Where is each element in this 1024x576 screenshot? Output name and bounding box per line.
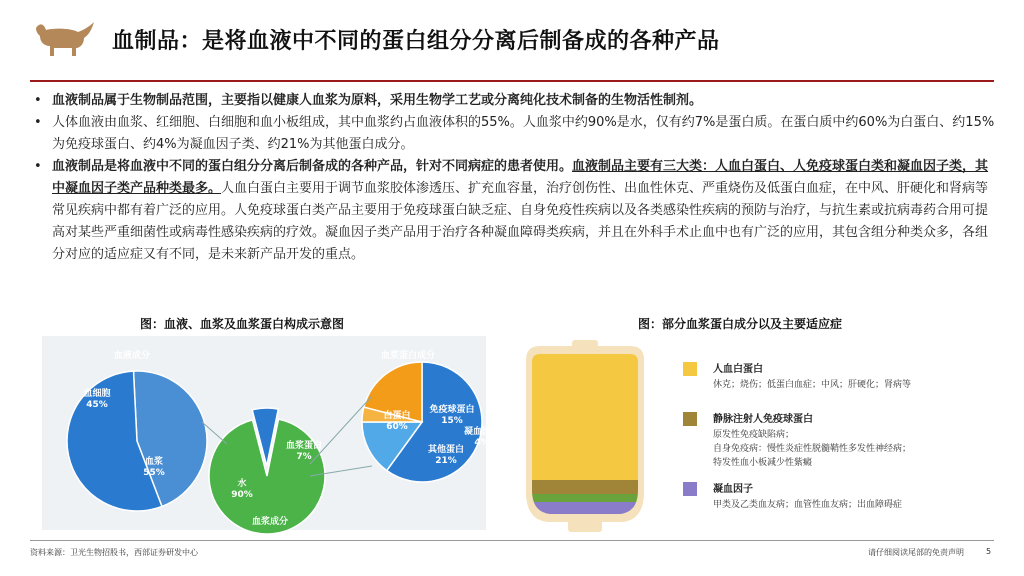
legend-desc: 特发性血小板减少性紫癜 (713, 458, 813, 468)
pie-label: 其他蛋白 (427, 445, 465, 455)
pie-title: 血浆蛋白成分 (380, 351, 436, 361)
legend-desc: 原发性免疫缺陷病； (713, 430, 795, 440)
title-divider (30, 80, 994, 82)
bullet-dot-icon: • (34, 93, 42, 108)
pie-title: 血浆成分 (251, 517, 289, 527)
legend-title: 静脉注射人免疫球蛋白 (713, 414, 813, 425)
pie-label: 免疫球蛋白 (429, 405, 475, 415)
pie-label: 4% (474, 438, 490, 448)
figure-left-title: 图：血液、血浆及血浆蛋白构成示意图 (140, 317, 345, 331)
bullet-item (30, 90, 1000, 112)
source-note: 资料来源：卫光生物招股书，西部证券研发中心 (30, 548, 198, 557)
pie-label: 水 (237, 479, 247, 489)
bullet-text: 人体血液由血浆、红细胞、白细胞和血小板组成，其中血浆约占血液体积的55%。人血浆中约90%是水，仅有约7%是蛋白质。在蛋白质中约60%为白蛋白、约15%为免疫球蛋白、约4%为凝血因子类、约21%为其他蛋白成分。 (52, 115, 995, 152)
pie-label: 血细胞 (83, 389, 111, 399)
legend-title: 凝血因子 (713, 484, 753, 495)
page-title: 血制品：是将血液中不同的蛋白组分分离后制备成的各种产品 (112, 29, 720, 54)
legend-title: 人血白蛋白 (713, 364, 763, 375)
bag-immunoglobulin-layer (520, 480, 650, 494)
pie-label: 白蛋白 (383, 411, 411, 421)
figure-right-title: 图：部分血浆蛋白成分以及主要适应症 (638, 317, 843, 331)
legend-desc: 休克；烧伤；低蛋白血症；中风；肝硬化；肾病等 (713, 380, 912, 390)
pie-label: 90% (231, 490, 253, 500)
bullet-text-bold: 血液制品是将血液中不同的蛋白组分分离后制备成的各种产品，针对不同病症的患者使用。 (52, 159, 573, 174)
pie-label: 21% (435, 456, 457, 466)
pie-label: 血浆蛋白 (285, 441, 323, 451)
pie-label: 血浆 (144, 457, 164, 467)
pie-label: 60% (386, 422, 408, 432)
blood-bag-illustration (520, 340, 650, 536)
bullet-text: 血液制品属于生物制品范围，主要指以健康人血浆为原料，采用生物学工艺或分离纯化技术制备的生物活性制剂。 (52, 93, 703, 108)
bag-albumin-layer (520, 354, 650, 480)
legend-swatch (683, 482, 697, 496)
pie-label: 55% (143, 468, 165, 478)
bullet-dot-icon: • (34, 159, 42, 174)
pie-label: 15% (441, 416, 463, 426)
pie-label: 7% (296, 452, 312, 462)
pie-charts (42, 336, 501, 530)
bullet-text: 人血白蛋白主要用于调节血浆胶体渗透压、扩充血容量，治疗创伤性、出血性休克、严重烧伤及低蛋白血症，在中风、肝硬化和肾病等常见疾病中都有着广泛的应用。人免疫球蛋白类产品主要用于免疫球蛋白缺乏症、自身免疫性疾病以及各类感染性疾病的预防与治疗，与抗生素或抗病毒药合用可提高对某些严重细菌性或病毒性感染疾病的疗效。凝血因子类产品用于治疗各种凝血障碍类疾病，并且在外科手术止血中也有广泛的应用，其包含组分种类众多，各组分对应的适应症又有不同，是未来新产品开发的重点。 (52, 181, 989, 262)
pie-chart-panel (42, 336, 501, 530)
pie-title: 血液成分 (113, 351, 151, 361)
bag-hanger (572, 340, 598, 348)
bull-logo-icon (30, 18, 98, 58)
legend-desc: 甲类及乙类血友病；血管性血友病；出血障碍症 (713, 500, 903, 510)
bullet-item (30, 112, 1000, 156)
legend-swatch (683, 412, 697, 426)
bullet-dot-icon: • (34, 115, 42, 130)
legend-desc: 自身免疫病：慢性炎症性脱髓鞘性多发性神经病； (713, 444, 912, 454)
pie-label: 45% (86, 400, 108, 410)
bullet-text-bold-underlined: 血液制品主要有三大类：人血白蛋白、人免疫球蛋白类和凝血因子类，其中凝血因子类产品种类最多。 (52, 159, 989, 196)
bag-port (568, 520, 602, 532)
bag-green-layer (520, 494, 650, 502)
footer-divider (30, 540, 994, 541)
pie-label: 凝血因子 (463, 427, 501, 437)
disclaimer-note: 请仔细阅读尾部的免责声明 (868, 548, 964, 557)
legend-swatch (683, 362, 697, 376)
bullet-item (30, 156, 1000, 266)
page-number: 5 (986, 547, 992, 556)
bullet-list (30, 90, 1000, 266)
